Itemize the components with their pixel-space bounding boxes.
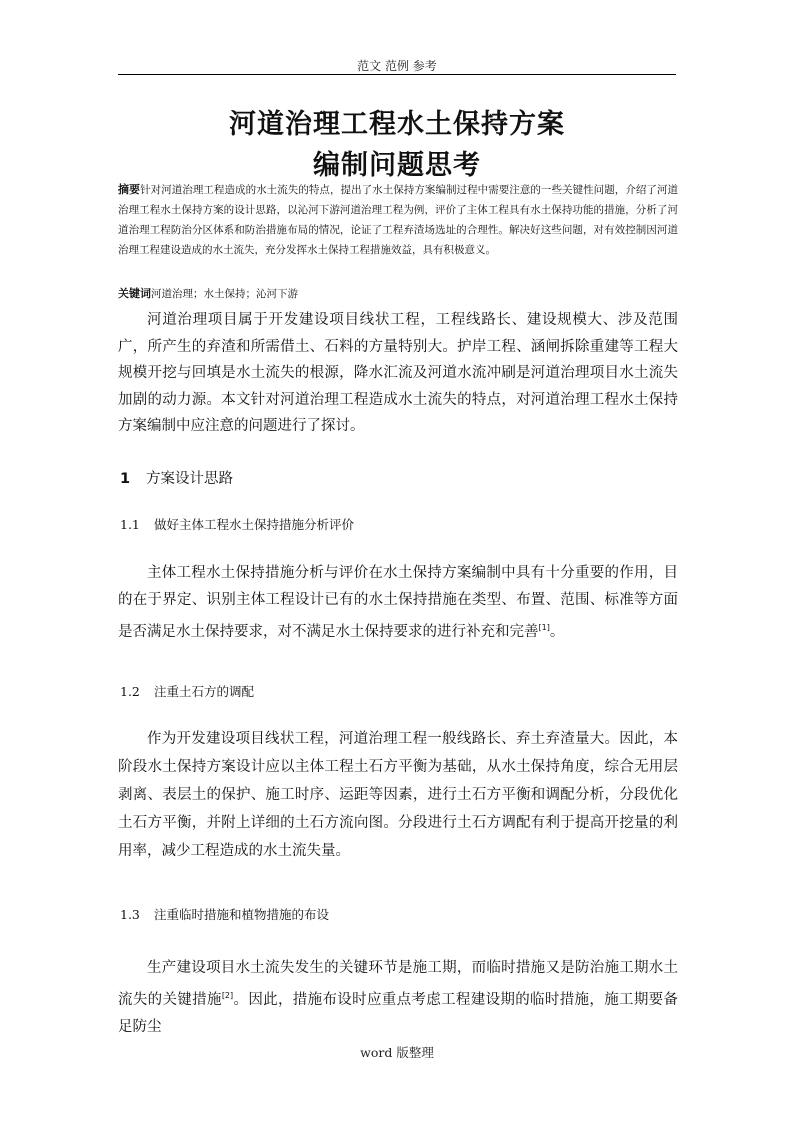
paragraph-tail: 。 xyxy=(549,623,565,640)
paragraph-text: 主体工程水土保持措施分析与评价在水土保持方案编制中具有十分重要的作用，目的在于界定、识别主体工程设计已有的水土保持措施在类型、布置、范围、标准等方面是否满足水土保持要求，对不满足水土保持要求的进行补充和完善 xyxy=(118,565,678,640)
subsection-title: 做好主体工程水土保持措施分析评价 xyxy=(154,517,355,532)
document-title-line-2: 编制问题思考 xyxy=(313,150,481,181)
abstract-label: 摘要 xyxy=(118,183,141,196)
keywords-text: 河道治理；水土保持；沁河下游 xyxy=(151,288,298,300)
subsection-title: 注重临时措施和植物措施的布设 xyxy=(154,907,330,922)
section-heading-1 xyxy=(120,467,233,488)
keywords-label: 关键词 xyxy=(118,287,151,300)
paragraph-text-continued: 。因此，措施布设时应重点考虑工程建设期的临时措施，施工期要备足防尘 xyxy=(118,991,679,1035)
subsection-title: 注重土石方的调配 xyxy=(154,684,255,699)
intro-paragraph: 河道治理项目属于开发建设项目线状工程，工程线路长、建设规模大、涉及范围广，所产生的弃渣和所需借土、石料的方量特别大。护岸工程、涵闸拆除重建等工程大规模开挖与回填是水土流失的根源，降水汇流及河道水流冲刷是河道治理项目水土流失加剧的动力源。本文针对河道治理工程造成水土流失的特点，对河道治理工程水土保持方案编制中应注意的问题进行了探讨。 xyxy=(118,312,678,434)
subsection-heading-1-2 xyxy=(120,682,254,700)
paragraph-1-1 xyxy=(118,560,678,646)
keywords xyxy=(118,286,678,302)
section-title: 方案设计思路 xyxy=(146,471,233,487)
abstract-text: 针对河道治理工程造成的水土流失的特点，提出了水土保持方案编制过程中需要注意的一些关键性问题，介绍了河道治理工程水土保持方案的设计思路，以沁河下游河道治理工程为例，评价了主体工程具有水土保持功能的措施，分析了河道治理工程防治分区体系和防治措施布局的情况，论证了工程弃渣场选址的合理性。解决好这些问题，对有效控制因河道治理工程建设造成的水土流失，充分发挥水土保持工程措施效益，具有积极意义。 xyxy=(118,184,679,256)
header-divider xyxy=(118,74,676,75)
subsection-number: 1.1 xyxy=(120,517,140,532)
paragraph-text: 生产建设项目水土流失发生的关键环节是施工期，而临时措施又是防治施工期水土流失的关键措施 xyxy=(118,960,678,1008)
paragraph-1-3 xyxy=(118,955,678,1041)
citation-ref: [2] xyxy=(221,991,234,1000)
abstract xyxy=(118,180,678,260)
subsection-heading-1-3 xyxy=(120,905,329,923)
paragraph-1-2: 作为开发建设项目线状工程，河道治理工程一般线路长、弃土弃渣量大。因此，本阶段水土保持方案设计应以主体工程土石方平衡为基础，从水土保持角度，综合无用层剥离、表层土的保护、施工时序、运距等因素，进行土石方平衡和调配分析，分段优化土石方平衡，并附上详细的土石方流向图。分段进行土石方调配有利于提高开挖量的利用率，减少工程造成的水土流失量。 xyxy=(118,731,678,859)
subsection-number: 1.2 xyxy=(120,684,140,699)
subsection-number: 1.3 xyxy=(120,907,140,922)
subsection-heading-1-1 xyxy=(120,515,354,533)
citation-ref: [1] xyxy=(538,623,550,632)
section-number: 1 xyxy=(120,471,131,487)
header-text: 范文 范例 参考 xyxy=(357,59,437,73)
page-footer: word 版整理 xyxy=(360,1045,434,1060)
document-title-line-1: 河道治理工程水土保持方案 xyxy=(229,109,565,140)
